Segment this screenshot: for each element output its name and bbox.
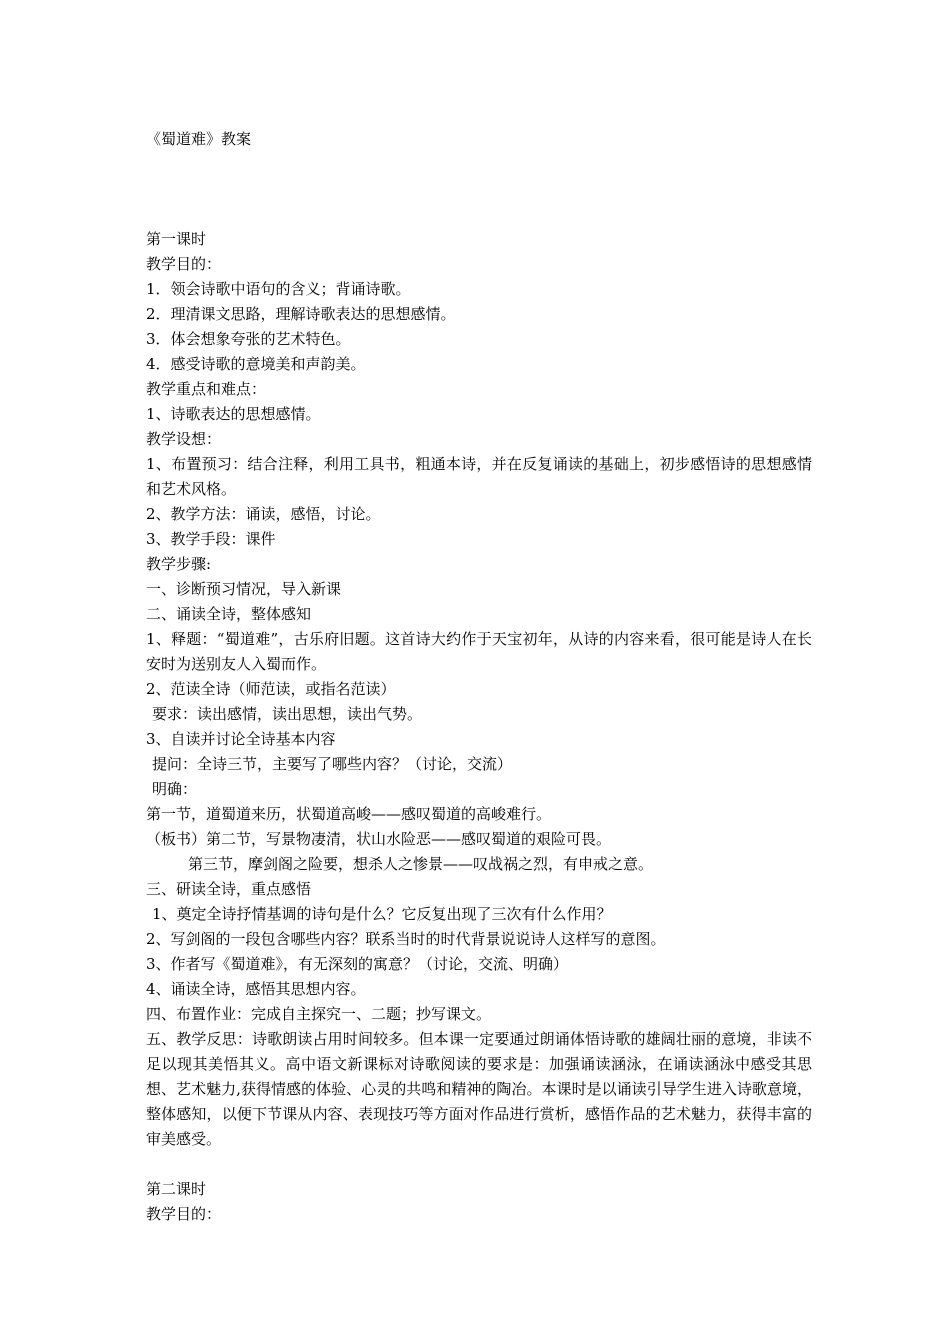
step-2-3-answer-label: 明确： <box>152 780 198 798</box>
paragraph-gap <box>146 1152 812 1177</box>
section-2-summary: （板书）第二节，写景物凄清，状山水险恶——感叹蜀道的艰险可畏。 <box>146 830 612 848</box>
design-item-2: 2、教学方法：诵读，感悟，讨论。 <box>146 505 381 523</box>
lesson2-heading: 第二课时 <box>146 1180 207 1198</box>
step-2-3-question: 提问：全诗三节，主要写了哪些内容？（讨论，交流） <box>152 755 513 773</box>
document-title: 《蜀道难》教案 <box>146 130 252 148</box>
lesson2-goals-heading: 教学目的： <box>146 1205 222 1223</box>
step-3-1: 1、奠定全诗抒情基调的诗句是什么？它反复出现了三次有什么作用？ <box>152 905 612 923</box>
step-2-2: 2、范读全诗（师范读，或指名范读） <box>146 680 396 698</box>
step-5-reflection: 五、教学反思：诗歌朗读占用时间较多。但本课一定要通过朗诵体悟诗歌的雄阔壮丽的意境，非读不足以现其美悟其义。高中语文新课标对诗歌阅读的要求是：加强诵读涵泳，在诵读涵泳中感受其思想、艺术魅力,获得情感的体验、心灵的共鸣和精神的陶冶。本课时是以诵读引导学生进入诗歌意境，整体感知，以便下节课从内容、表现技巧等方面对作品进行赏析，感悟作品的艺术魅力，获得丰富的审美感受。 <box>146 1030 812 1148</box>
lesson1-heading: 第一课时 <box>146 230 207 248</box>
step-4: 四、布置作业：完成自主探究一、二题；抄写课文。 <box>146 1005 492 1023</box>
step-2-3: 3、自读并讨论全诗基本内容 <box>146 730 336 748</box>
lesson1-goal-4: 4．感受诗歌的意境美和声韵美。 <box>146 355 366 373</box>
section-1-summary: 第一节，道蜀道来历，状蜀道高峻——感叹蜀道的高峻难行。 <box>146 805 552 823</box>
design-heading: 教学设想： <box>146 430 222 448</box>
key-point-1: 1、诗歌表达的思想感情。 <box>146 405 321 423</box>
lesson1-goal-2: 2．理清课文思路，理解诗歌表达的思想感情。 <box>146 305 456 323</box>
lesson1-goals-heading: 教学目的： <box>146 255 222 273</box>
step-3-2: 2、写剑阁的一段包含哪些内容？联系当时的时代背景说说诗人这样写的意图。 <box>146 930 666 948</box>
key-points-heading: 教学重点和难点： <box>146 380 267 398</box>
document-body <box>146 227 812 1227</box>
lesson1-goal-1: 1．领会诗歌中语句的含义；背诵诗歌。 <box>146 280 411 298</box>
lesson1-goal-3: 3．体会想象夸张的艺术特色。 <box>146 330 351 348</box>
steps-heading: 教学步骤: <box>146 555 212 573</box>
step-3: 三、研读全诗，重点感悟 <box>146 880 312 898</box>
section-3-summary: 第三节，摩剑阁之险要，想杀人之惨景——叹战祸之烈，有申戒之意。 <box>188 855 654 873</box>
step-2: 二、诵读全诗，整体感知 <box>146 605 312 623</box>
step-3-3: 3、作者写《蜀道难》，有无深刻的寓意？（讨论，交流、明确） <box>146 955 569 973</box>
step-3-4: 4、诵读全诗，感悟其思想内容。 <box>146 980 366 998</box>
step-2-2-requirement: 要求：读出感情，读出思想，读出气势。 <box>152 705 423 723</box>
step-2-1: 1、释题：“蜀道难”，古乐府旧题。这首诗大约作于天宝初年，从诗的内容来看，很可能是诗人在长安时为送别友人入蜀而作。 <box>146 630 812 673</box>
step-1: 一、诊断预习情况，导入新课 <box>146 580 342 598</box>
design-item-3: 3、教学手段：课件 <box>146 530 276 548</box>
design-item-1: 1、布置预习：结合注释，利用工具书，粗通本诗，并在反复诵读的基础上，初步感悟诗的思想感情和艺术风格。 <box>146 455 812 498</box>
